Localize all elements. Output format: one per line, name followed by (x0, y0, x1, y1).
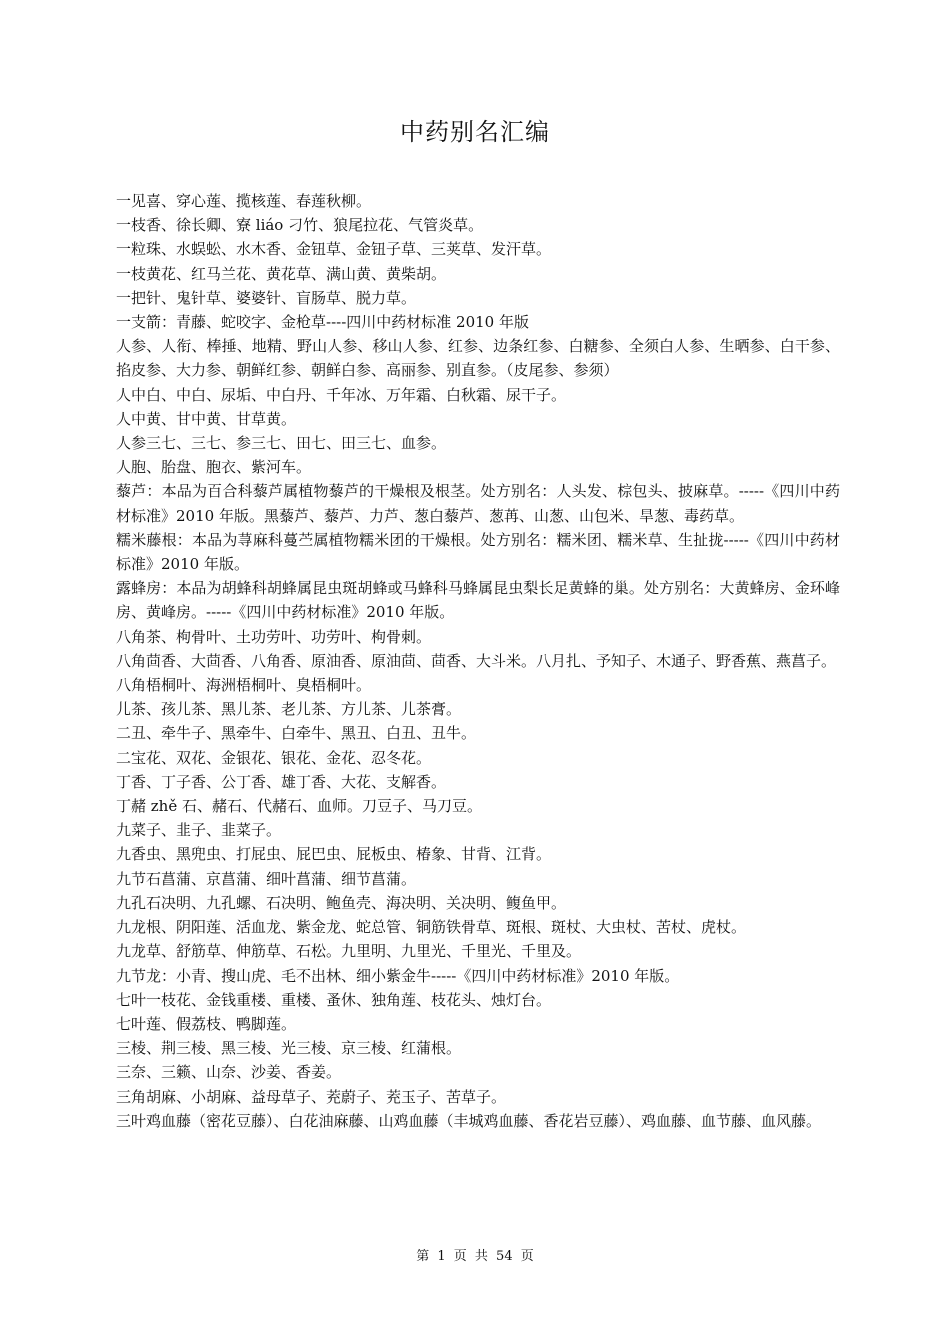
entry: 九节龙：小青、搜山虎、毛不出林、细小紫金牛-----《四川中药材标准》2010 年版。 (116, 966, 680, 985)
page-footer: 第 1 页 共 54 页 (416, 1249, 534, 1264)
entry: 藜芦：本品为百合科藜芦属植物藜芦的干燥根及根茎。处方别名：人头发、棕包头、披麻草。-----《四川中药材标准》2010 年版。黑藜芦、藜芦、力芦、葱白藜芦、葱苒、山葱、山包米、旱葱、毒药草。 (116, 482, 840, 525)
entry: 三叶鸡血藤（密花豆藤）、白花油麻藤、山鸡血藤（丰城鸡血藤、香花岩豆藤）、鸡血藤、血节藤、血风藤。 (116, 1111, 822, 1130)
entry: 人胞、胎盘、胞衣、紫河车。 (116, 458, 312, 477)
entry: 丁赭 zhě 石、赭石、代赭石、血师。刀豆子、马刀豆。 (116, 797, 482, 816)
entry: 儿茶、孩儿茶、黑儿茶、老儿茶、方儿茶、儿茶膏。 (116, 700, 462, 719)
entry: 八角茶、枸骨叶、土功劳叶、功劳叶、枸骨刺。 (116, 627, 432, 646)
entry: 九龙草、舒筋草、伸筋草、石松。九里明、九里光、千里光、千里及。 (116, 942, 582, 961)
document-body (116, 189, 840, 1133)
entry: 七叶一枝花、金钱重楼、重楼、蚤休、独角莲、枝花头、烛灯台。 (116, 990, 552, 1009)
entry: 人参、人衔、棒捶、地精、野山人参、移山人参、红参、边条红参、白糖参、全须白人参、生晒参、白干参、掐皮参、大力参、朝鲜红参、朝鲜白参、高丽参、别直参。（皮尾参、参须） (116, 337, 840, 380)
entry: 九节石菖蒲、京菖蒲、细叶菖蒲、细节菖蒲。 (116, 869, 417, 888)
entry: 一粒珠、水蜈蚣、水木香、金钮草、金钮子草、三荚草、发汗草。 (116, 240, 552, 259)
entry: 人中黄、甘中黄、甘草黄。 (116, 409, 297, 428)
entry: 三棱、荆三棱、黑三棱、光三棱、京三棱、红蒲根。 (116, 1039, 462, 1058)
entry: 二丑、牵牛子、黑牵牛、白牵牛、黑丑、白丑、丑牛。 (116, 724, 477, 743)
entry: 九龙根、阴阳莲、活血龙、紫金龙、蛇总管、铜筋铁骨草、斑根、斑杖、大虫杖、苦杖、虎杖。 (116, 918, 747, 937)
entry: 一枝香、徐长卿、寮 liáo 刁竹、狼尾拉花、气管炎草。 (116, 216, 484, 235)
entry: 糯米藤根：本品为荨麻科蔓苎属植物糯米团的干燥根。处方别名：糯米团、糯米草、生扯拢-----《四川中药材标准》2010 年版。 (116, 530, 840, 574)
entry: 二宝花、双花、金银花、银花、金花、忍冬花。 (116, 748, 432, 767)
entry: 九菜子、韭子、韭菜子。 (116, 821, 282, 840)
entry: 八角茴香、大茴香、八角香、原油香、原油茴、茴香、大斗米。八月扎、予知子、木通子、野香蕉、燕菖子。 (116, 651, 837, 670)
entry: 一枝黄花、红马兰花、黄花草、满山黄、黄柴胡。 (116, 264, 447, 283)
entry: 九孔石决明、九孔螺、石决明、鲍鱼壳、海决明、关决明、鳆鱼甲。 (116, 893, 567, 912)
document-title: 中药别名汇编 (400, 118, 550, 146)
entry: 三角胡麻、小胡麻、益母草子、茺蔚子、茺玉子、苦草子。 (116, 1087, 507, 1106)
entry: 人参三七、三七、参三七、田七、田三七、血参。 (116, 434, 447, 453)
entry: 露蜂房：本品为胡蜂科胡蜂属昆虫斑胡蜂或马蜂科马蜂属昆虫梨长足黄蜂的巢。处方别名：大黄蜂房、金环峰房、黄峰房。-----《四川中药材标准》2010 年版。 (116, 579, 840, 622)
entry: 三奈、三籁、山奈、沙姜、香姜。 (116, 1063, 342, 1082)
entry: 一见喜、穿心莲、揽核莲、春莲秋柳。 (116, 192, 372, 210)
entry: 九香虫、黑兜虫、打屁虫、屁巴虫、屁板虫、椿象、甘背、江背。 (116, 845, 552, 864)
entry: 一支箭：青藤、蛇咬字、金枪草----四川中药材标准 2010 年版 (116, 313, 529, 332)
entry: 一把针、鬼针草、婆婆针、盲肠草、脱力草。 (116, 288, 417, 307)
entry: 丁香、丁子香、公丁香、雄丁香、大花、支解香。 (116, 772, 447, 791)
entry: 人中白、中白、尿垢、中白丹、千年冰、万年霜、白秋霜、尿干子。 (116, 385, 567, 404)
entry: 八角梧桐叶、海洲梧桐叶、臭梧桐叶。 (116, 676, 372, 695)
entry: 七叶莲、假荔枝、鸭脚莲。 (116, 1014, 297, 1033)
